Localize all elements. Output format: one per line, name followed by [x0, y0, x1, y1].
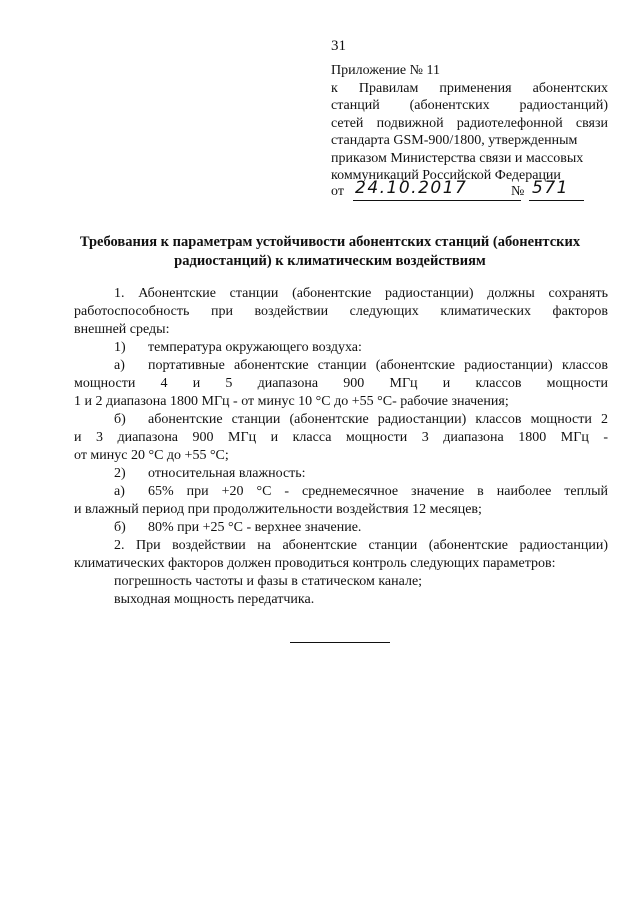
document-title [60, 233, 600, 270]
list-item [74, 339, 608, 357]
header-line: к Правилам применения абонентских [331, 80, 608, 96]
list-item [74, 519, 608, 537]
appendix-header [331, 62, 608, 185]
order-from-label: от [331, 184, 344, 199]
order-reference [331, 178, 608, 204]
list-item [74, 483, 608, 501]
header-line: коммуникаций Российской Федерации [331, 168, 561, 183]
title-line: Требования к параметрам устойчивости абонентских станций (абонентских [79, 234, 581, 250]
header-line: стандарта GSM-900/1800, утвержденным [331, 133, 578, 148]
item-continuation: мощности 4 и 5 диапазона 900 МГц и классов мощности [74, 376, 608, 391]
appendix-label: Приложение № 11 [331, 63, 440, 78]
list-item [74, 357, 608, 375]
paragraph-1-line: работоспособность при воздействии следующих климатических факторов [74, 304, 608, 319]
closing-divider-line [290, 642, 390, 643]
list-item [74, 465, 608, 483]
header-line: сетей подвижной радиотелефонной связи [331, 115, 608, 131]
item-continuation: и 3 диапазона 900 МГц и класса мощности 3 диапазона 1800 МГц - [74, 430, 608, 445]
item-text: портативные абонентские станции (абонентские радиостанции) классов [148, 358, 608, 373]
item-text: 80% при +25 °С - верхнее значение. [148, 520, 362, 535]
item-label: б) [114, 520, 126, 535]
item-label: 2) [114, 466, 126, 481]
paragraph-2-line: 2. При воздействии на абонентские станции (абонентские радиостанции) [114, 538, 608, 553]
controlled-parameter: погрешность частоты и фазы в статическом канале; [114, 574, 423, 589]
item-continuation: 1 и 2 диапазона 1800 МГц - от минус 10 °С до +55 °С- рабочие значения; [74, 394, 509, 409]
item-text: абонентские станции (абонентские радиостанции) классов мощности 2 [148, 412, 608, 427]
title-line: радиостанций) к климатическим воздействиям [174, 252, 486, 269]
list-item [74, 411, 608, 429]
item-label: 1) [114, 340, 126, 355]
header-line: приказом Министерства связи и массовых [331, 150, 584, 166]
item-text: 65% при +20 °С - среднемесячное значение в наиболее теплый [148, 484, 608, 499]
order-number-label: № [511, 184, 525, 199]
paragraph-1-line: внешней среды: [74, 322, 170, 337]
paragraph-1-line: 1. Абонентские станции (абонентские радиостанции) должны сохранять [114, 286, 608, 301]
order-number-handwritten: 571 [529, 178, 584, 201]
document-body [74, 285, 608, 609]
header-line: станций (абонентских радиостанций) [331, 98, 608, 113]
item-label: б) [114, 412, 126, 427]
controlled-parameter: выходная мощность передатчика. [114, 592, 315, 607]
item-continuation: и влажный период при продолжительности воздействия 12 месяцев; [74, 502, 482, 517]
item-continuation: от минус 20 °С до +55 °С; [74, 448, 229, 463]
paragraph-2-line: климатических факторов должен проводиться контроль следующих параметров: [74, 556, 556, 571]
item-label: а) [114, 358, 125, 373]
item-text: температура окружающего воздуха: [148, 340, 362, 355]
item-label: а) [114, 484, 125, 499]
item-text: относительная влажность: [148, 466, 306, 481]
page-number: 31 [331, 38, 346, 54]
order-date-handwritten: 24.10.2017 [353, 178, 521, 201]
